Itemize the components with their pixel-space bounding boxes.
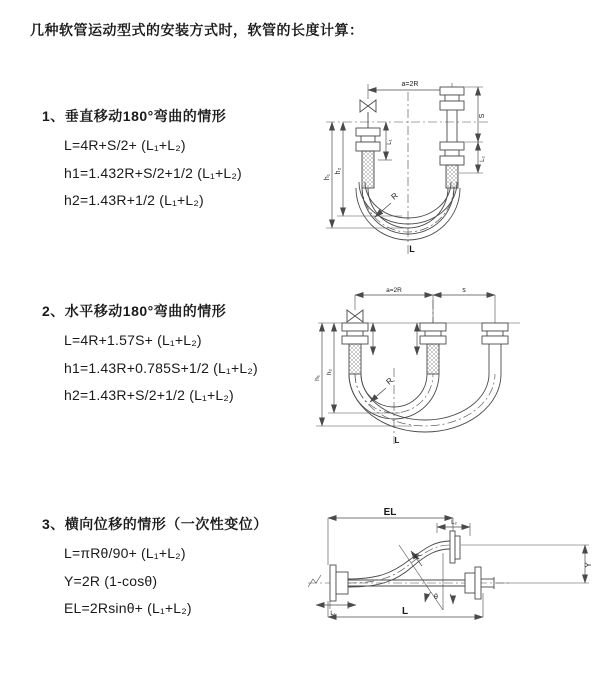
formula-line: L=πRθ/90+ (L₁+L₂) — [64, 545, 186, 561]
dim-label-radius: R — [384, 375, 395, 387]
fitting-right-lower — [440, 142, 464, 188]
flange-left — [330, 565, 348, 601]
braided-hose-section — [349, 344, 361, 374]
braided-hose-section — [427, 344, 439, 374]
dim-label-shift: s — [462, 287, 466, 294]
dim-label-fitting-right: L₂ — [451, 520, 457, 526]
dim-label-offset: Y — [584, 562, 593, 568]
formula-line: EL=2Rsinθ+ (L₁+L₂) — [64, 600, 192, 616]
valve-icon — [360, 100, 376, 128]
fitting-middle — [420, 323, 446, 374]
formula-line: h2=1.43R+S/2+1/2 (L₁+L₂) — [64, 387, 234, 403]
dim-label-fitting-right: L₂ — [480, 156, 486, 162]
formula-line: L=4R+1.57S+ (L₁+L₂) — [64, 332, 202, 348]
fitting-right-upper — [440, 87, 464, 142]
braided-hose-section — [446, 165, 458, 188]
valve-icon — [347, 310, 363, 322]
formula-line: Y=2R (1-cosθ) — [64, 573, 158, 589]
flange-lower-right — [465, 567, 494, 599]
dim-label-height-outer: h₁ — [324, 173, 331, 181]
dim-label-fitting-left: L₁ — [387, 139, 393, 145]
dim-label-fitting-left: L₁ — [330, 611, 336, 617]
dim-label-span: a=2R — [386, 287, 402, 294]
section-2-heading: 2、水平移动180°弯曲的情形 — [42, 303, 227, 319]
dim-label-stroke: S — [479, 113, 486, 119]
dim-label-height-outer: h₁ — [314, 375, 321, 381]
diagram-horizontal-180-bend — [312, 280, 600, 448]
dim-label-effective-length: EL — [383, 507, 397, 518]
dim-label-length: L — [401, 606, 409, 617]
dim-label-length: L — [409, 244, 415, 254]
formula-line: h1=1.432R+S/2+1/2 (L₁+L₂) — [64, 165, 242, 181]
dim-label-radius: R — [389, 190, 400, 202]
fitting-left — [356, 128, 380, 188]
section-1-heading: 1、垂直移动180°弯曲的情形 — [42, 108, 227, 124]
braided-hose-section — [362, 151, 374, 188]
fitting-right — [482, 323, 508, 374]
fitting-left — [342, 323, 368, 374]
section-3-heading: 3、横向位移的情形（一次性变位） — [42, 516, 268, 532]
dim-label-span: a=2R — [401, 81, 419, 88]
dim-label-length: L — [394, 436, 400, 445]
flange-upper-right — [450, 531, 460, 563]
formula-line: h1=1.43R+0.785S+1/2 (L₁+L₂) — [64, 360, 258, 376]
formula-line: L=4R+S/2+ (L₁+L₂) — [64, 137, 186, 153]
dim-label-angle: θ — [434, 594, 438, 601]
diagram-lateral-displacement — [300, 503, 600, 638]
pipe-break-symbol — [308, 575, 321, 587]
formula-line: h2=1.43R+1/2 (L₁+L₂) — [64, 192, 204, 208]
dim-label-height-inner: h₂ — [335, 167, 342, 175]
hose-u-bend — [349, 374, 501, 432]
page-title: 几种软管运动型式的安装方式时，软管的长度计算： — [30, 22, 364, 38]
dim-label-radius: R — [412, 551, 424, 561]
dim-label-height-inner: h₂ — [326, 368, 333, 376]
diagram-vertical-180-bend — [312, 70, 597, 258]
